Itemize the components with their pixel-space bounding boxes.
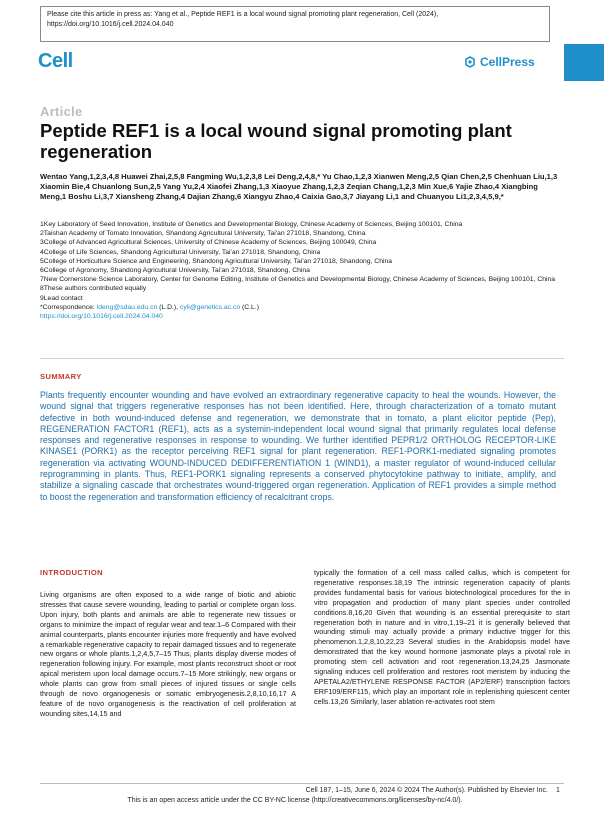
correspondence-initials-2: (C.L.) bbox=[240, 303, 259, 311]
citation-notice: Please cite this article in press as: Yang et al., Peptide REF1 is a local wound signal promoting plant regeneration, Cell (2024), https://doi.org/10.1016/j.cell.2024.04.040 bbox=[40, 6, 550, 42]
publisher-logo[interactable] bbox=[464, 55, 535, 69]
header-divider bbox=[40, 358, 564, 359]
introduction-heading: INTRODUCTION bbox=[40, 568, 104, 577]
journal-logo[interactable]: Cell bbox=[38, 50, 73, 72]
page-number: 1 bbox=[556, 787, 560, 794]
summary-heading: SUMMARY bbox=[40, 372, 82, 381]
affiliation-1: 1Key Laboratory of Seed Innovation, Institute of Genetics and Developmental Biology, Chinese Academy of Sciences, Beijing 100101, China bbox=[40, 221, 463, 228]
lead-contact-note: 9Lead contact bbox=[40, 294, 83, 302]
article-title: Peptide REF1 is a local wound signal promoting plant regeneration bbox=[40, 120, 512, 162]
introduction-column-right: typically the formation of a cell mass called callus, which is competent for regenerative responses.18,19 The intrinsic regeneration capacity of plants provides fundamental basis for various biotechnological procedures for the in vitro propagation and production of many plant species under controlled conditions.8,16,20 Given that wounding is an essential prerequisite to start regeneration both in nature and in vitro,1,19–21 it is generally believed that wounding stimuli may actually provide a primary inductive trigger for this phenomenon.1,2,8,10,22,23 Several studies in the Arabidopsis model have demonstrated that the key wound hormone jasmonate plays a pivotal role in promoting stem cell activation and root regeneration.13,24,25 Jasmonate signaling induces cell proliferation and restores root meristem by inducing the APETALA2/ETHYLENE RESPONSE FACTOR (AP2/ERF) transcription factors ERF109/ERF115, which play an important role in replenishing quiescent center cells.13,26 Similarly, laser ablation re-activates root stem bbox=[314, 568, 570, 706]
email-link-deng[interactable]: ldeng@sdau.edu.cn bbox=[96, 303, 158, 311]
doi-link[interactable]: https://doi.org/10.1016/j.cell.2024.04.040 bbox=[40, 313, 163, 321]
footer-license[interactable]: This is an open access article under the CC BY-NC license (http://creativecommons.org/licenses/by-nc/4.0/). bbox=[127, 797, 463, 804]
correspondence-label: *Correspondence: bbox=[40, 303, 97, 311]
correspondence-initials-1: (L.D.), bbox=[157, 303, 180, 311]
affiliation-3: 3College of Advanced Agricultural Sciences, University of Chinese Academy of Sciences, Beijing 100049, China bbox=[40, 239, 377, 247]
affiliations bbox=[40, 220, 560, 321]
footer-journal-info: Cell 187, 1–15, June 6, 2024 © 2024 The Author(s). Published by Elsevier Inc. bbox=[305, 787, 548, 794]
author-list: Wentao Yang,1,2,3,4,8 Huawei Zhai,2,5,8 Fangming Wu,1,2,3,8 Lei Deng,2,4,8,* Yu Chao,1,2,3 Xianwen Meng,2,5 Qian Chen,2,5 Chenhuan Liu,1,3 Xiaomin Bie,4 Chuanlong Sun,2,5 Yang Yu,2,4 Xiaofei Zhang,1,3 Xiaoyue Zhang,1,2,3 Zeqian Chang,1,2,3 Min Xue,6 Yajie Zhao,4 Xiangbing Meng,1 Boshu Li,3,7 Xiansheng Zhang,4 Dajian Zhang,6 Xiangyu Zhao,4 Caixia Gao,3,7 Jiayang Li,1 and Chuanyou Li1,2,3,4,5,9,* bbox=[40, 172, 558, 202]
section-tab bbox=[564, 44, 604, 81]
affiliation-2: 2Taishan Academy of Tomato Innovation, Shandong Agricultural University, Tai'an 271018, Shandong, China bbox=[40, 230, 366, 238]
summary-text: Plants frequently encounter wounding and have evolved an extraordinary regenerative capacity to heal the wounds. However, the wound signal that triggers regenerative responses has not been identified. Here, through characterization of a tomato mutant defective in both wound-induced defense and regeneration, we demonstrate that in tomato, a plant elicitor peptide (Pep), REGENERATION FACTOR1 (REF1), acts as a systemin-independent local wound signal that primarily regulates local defense responses and regenerative responses in response to wounding. We further identified PEPR1/2 ORTHOLOG RECEPTOR-LIKE KINASE1 (PORK1) as the receptor perceiving REF1 signal for plant regeneration. REF1-PORK1-mediated signaling promotes regeneration via activating WOUND-INDUCED DEDIFFERENTIATION 1 (WIND1), a master regulator of wound-induced cellular reprogramming in plants. Thus, REF1-PORK1 signaling represents a conserved phytocytokine pathway to initiate, amplify, and stabilize a signaling cascade that orchestrates wound-triggered organ regeneration. Application of REF1 provides a simple method to boost the regeneration and transformation efficiency of recalcitrant crops. bbox=[40, 390, 556, 502]
affiliation-4: 4College of Life Sciences, Shandong Agricultural University, Tai'an 271018, Shandong, China bbox=[40, 248, 321, 256]
footer-divider bbox=[40, 783, 564, 784]
correspondence bbox=[40, 303, 560, 312]
cellpress-icon bbox=[464, 56, 476, 68]
affiliation-7: 7New Cornerstone Science Laboratory, Center for Genome Editing, Institute of Genetics and Developmental Biology, Chinese Academy of Sciences, Beijing 100101, China bbox=[40, 276, 556, 284]
email-link-li[interactable]: cyli@genetics.ac.cn bbox=[179, 303, 241, 311]
affiliation-5: 5College of Horticulture Science and Engineering, Shandong Agricultural University, Tai'an 271018, Shandong, China bbox=[40, 257, 393, 265]
introduction-column-left: Living organisms are often exposed to a wide range of biotic and abiotic stresses that cause severe wounding, leading to partial or complete organ loss. Upon injury, both plants and animals are able to regenerate new tissues or organs to minimize the impact of regular wear and tear.1–6 Compared with their animal counterparts, plants encounter injuries more frequently and have evolved a remarkable regenerative capacity to repair damaged tissues and to regenerate new organs or whole plants.1,2,4,5,7–15 Thus, plants display diverse modes of regeneration following injury. For example, most plants reconstruct shoot or root apical meristem upon local damage occurs.7–15 More strikingly, new organs or whole plants can grow from small pieces of injured tissues or single cells through de novo organogenesis or somatic embryogenesis.2,8,10,16,17 A feature of de novo organogenesis is the reactivation of cell proliferation at wounding sites,14,15 and bbox=[40, 590, 296, 718]
affiliation-6: 6College of Agronomy, Shandong Agricultural University, Tai'an 271018, Shandong, China bbox=[40, 267, 310, 275]
publisher-name: CellPress bbox=[480, 55, 535, 69]
article-type: Article bbox=[40, 104, 83, 119]
equal-contribution-note: 8These authors contributed equally bbox=[40, 285, 147, 293]
